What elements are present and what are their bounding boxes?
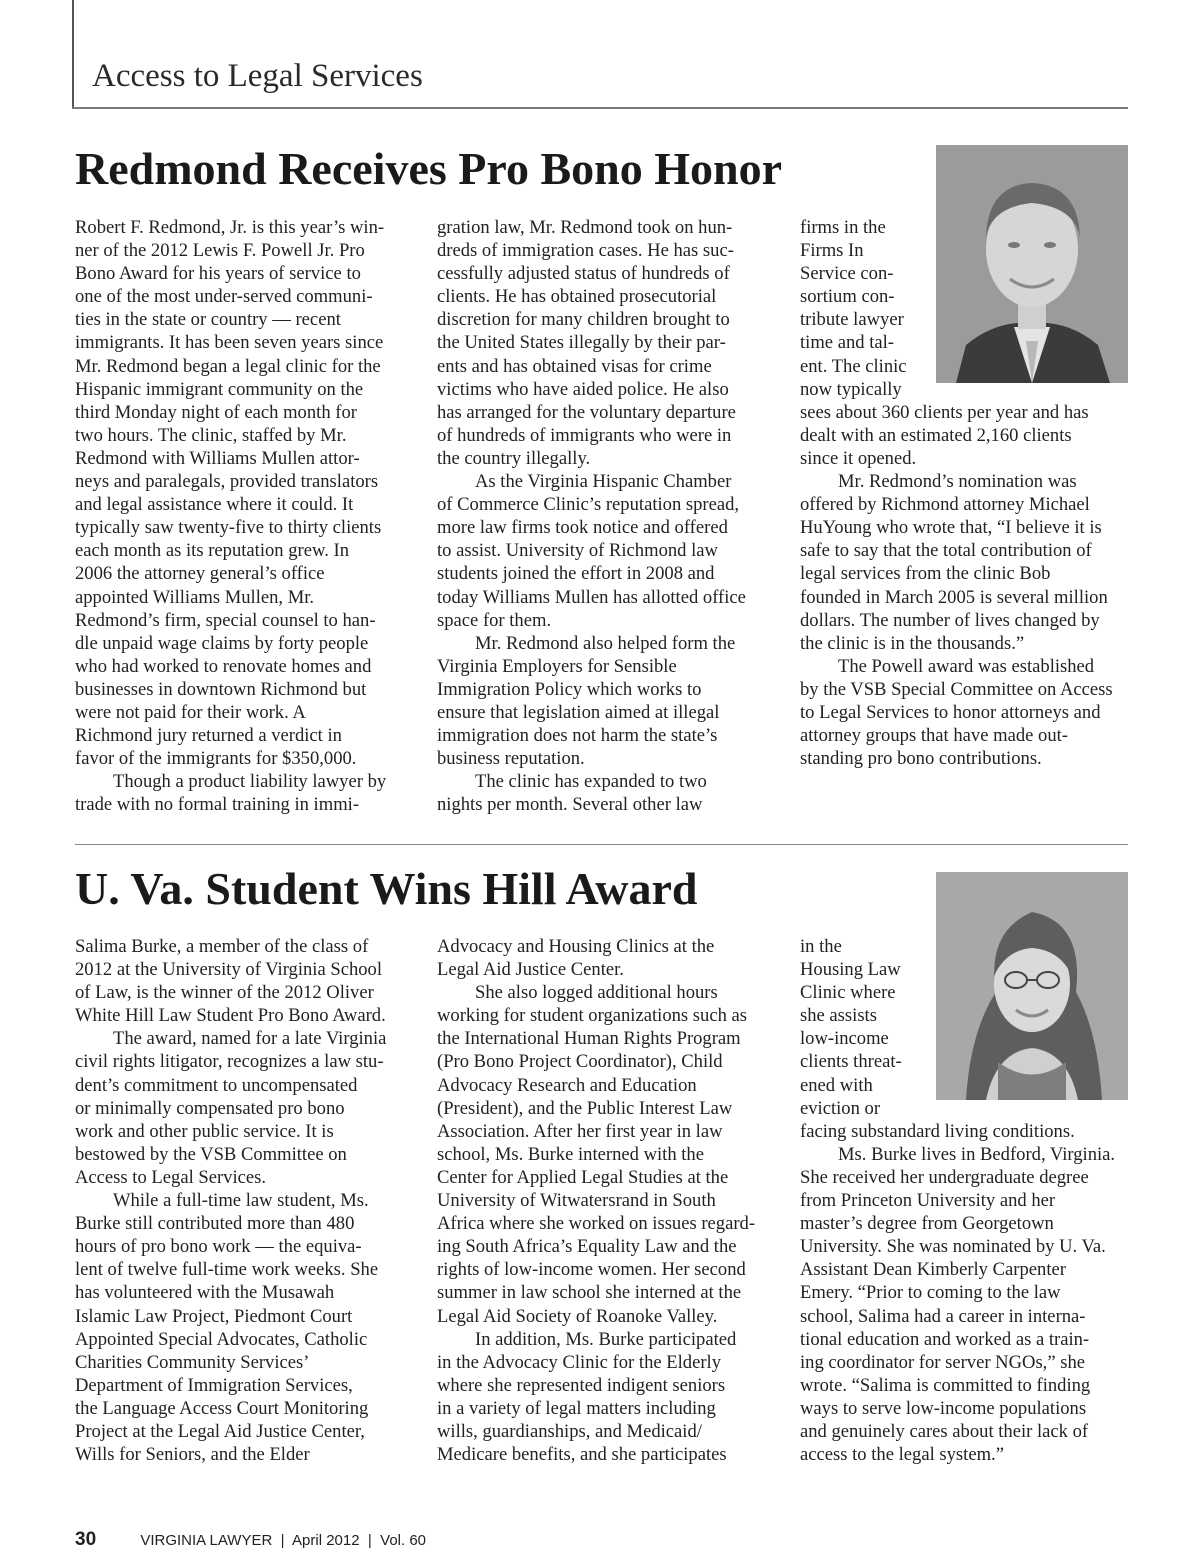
text-line: typically saw twenty-five to thirty clients bbox=[75, 517, 382, 539]
text-line: who had worked to renovate homes and bbox=[75, 655, 372, 677]
text-line: the Language Access Court Monitoring bbox=[75, 1397, 369, 1419]
text-line: Charities Community Services’ bbox=[75, 1351, 310, 1373]
text-line: dreds of immigration cases. He has suc- bbox=[437, 240, 734, 262]
text-line: lent of twelve full-time work weeks. She bbox=[75, 1259, 379, 1281]
text-line: legal services from the clinic Bob bbox=[800, 563, 1051, 585]
text-line: time and tal- bbox=[800, 332, 894, 354]
text-line: to assist. University of Richmond law bbox=[437, 540, 718, 562]
text-line: sees about 360 clients per year and has bbox=[800, 401, 1089, 423]
text-line: The clinic has expanded to two bbox=[475, 771, 707, 793]
text-line: access to the legal system.” bbox=[800, 1444, 1004, 1466]
text-line: were not paid for their work. A bbox=[75, 701, 306, 723]
text-line: Wills for Seniors, and the Elder bbox=[75, 1444, 310, 1466]
text-line: cessfully adjusted status of hundreds of bbox=[437, 263, 730, 285]
text-line: space for them. bbox=[437, 609, 552, 631]
text-line: Clinic where bbox=[800, 982, 896, 1004]
text-line: Mr. Redmond began a legal clinic for the bbox=[75, 355, 381, 377]
text-line: Mr. Redmond also helped form the bbox=[475, 632, 736, 654]
text-line: now typically bbox=[800, 378, 902, 400]
text-line: in the Advocacy Clinic for the Elderly bbox=[437, 1351, 721, 1373]
text-line: immigrants. It has been seven years since bbox=[75, 332, 384, 354]
text-line: ents and has obtained visas for crime bbox=[437, 355, 712, 377]
text-line: Robert F. Redmond, Jr. is this year’s win- bbox=[75, 217, 385, 238]
text-line: 2012 at the University of Virginia School bbox=[75, 959, 383, 981]
text-line: master’s degree from Georgetown bbox=[800, 1213, 1054, 1235]
text-line: ing South Africa’s Equality Law and the bbox=[437, 1236, 737, 1258]
text-line: (President), and the Public Interest Law bbox=[437, 1097, 733, 1119]
text-line: third Monday night of each month for bbox=[75, 401, 357, 423]
text-line: victims who have aided police. He also bbox=[437, 378, 729, 400]
text-line: Ms. Burke lives in Bedford, Virginia. bbox=[838, 1143, 1116, 1165]
text-line: low-income bbox=[800, 1028, 889, 1050]
text-line: and legal assistance where it could. It bbox=[75, 494, 354, 516]
text-line: Burke still contributed more than 480 bbox=[75, 1213, 355, 1235]
text-line: summer in law school she interned at the bbox=[437, 1282, 742, 1304]
text-line: nights per month. Several other law bbox=[437, 794, 703, 816]
page-number: 30 bbox=[75, 1529, 97, 1550]
text-line: In addition, Ms. Burke participated bbox=[475, 1328, 737, 1350]
text-line: wills, guardianships, and Medicaid/ bbox=[437, 1420, 702, 1442]
text-line: dle unpaid wage claims by forty people bbox=[75, 632, 369, 654]
text-line: from Princeton University and her bbox=[800, 1190, 1056, 1212]
text-line: ner of the 2012 Lewis F. Powell Jr. Pro bbox=[75, 240, 365, 262]
text-line: Redmond with Williams Mullen attor- bbox=[75, 447, 360, 469]
text-line: Appointed Special Advocates, Catholic bbox=[75, 1328, 368, 1350]
text-line: appointed Williams Mullen, Mr. bbox=[75, 586, 315, 608]
text-line: and genuinely cares about their lack of bbox=[800, 1420, 1089, 1442]
text-line: standing pro bono contributions. bbox=[800, 748, 1042, 770]
text-line: Center for Applied Legal Studies at the bbox=[437, 1166, 729, 1188]
text-line: Service con- bbox=[800, 263, 894, 285]
text-line: since it opened. bbox=[800, 447, 917, 469]
text-line: Virginia Employers for Sensible bbox=[437, 655, 677, 677]
text-line: the United States illegally by their par- bbox=[437, 332, 726, 354]
article1-column-3 bbox=[800, 216, 1132, 770]
text-line: Firms In bbox=[800, 240, 864, 262]
text-line: to Legal Services to honor attorneys and bbox=[800, 701, 1101, 723]
article2-column-2 bbox=[437, 935, 769, 1466]
text-line: has arranged for the voluntary departure bbox=[437, 401, 736, 423]
text-line: of hundreds of immigrants who were in bbox=[437, 424, 732, 446]
text-line: offered by Richmond attorney Michael bbox=[800, 494, 1090, 516]
text-line: attorney groups that have made out- bbox=[800, 725, 1068, 747]
text-line: businesses in downtown Richmond but bbox=[75, 678, 367, 700]
text-line: While a full-time law student, Ms. bbox=[113, 1190, 369, 1212]
text-line: of Law, is the winner of the 2012 Oliver bbox=[75, 982, 374, 1004]
article2-column-1 bbox=[75, 935, 407, 1466]
text-line: Salima Burke, a member of the class of bbox=[75, 936, 369, 957]
text-line: immigration does not harm the state’s bbox=[437, 725, 718, 747]
text-line: the country illegally. bbox=[437, 447, 591, 469]
text-line: dent’s commitment to uncompensated bbox=[75, 1074, 358, 1096]
text-line: Hispanic immigrant community on the bbox=[75, 378, 364, 400]
text-line: Though a product liability lawyer by bbox=[113, 771, 387, 793]
text-line: Redmond’s firm, special counsel to han- bbox=[75, 609, 376, 631]
text-line: or minimally compensated pro bono bbox=[75, 1097, 345, 1119]
text-line: She also logged additional hours bbox=[475, 982, 718, 1004]
text-line: ing coordinator for server NGOs,” she bbox=[800, 1351, 1086, 1373]
text-line: work and other public service. It is bbox=[75, 1120, 334, 1142]
text-line: University. She was nominated by U. Va. bbox=[800, 1236, 1106, 1258]
text-line: Legal Aid Justice Center. bbox=[437, 959, 624, 981]
text-line: of Commerce Clinic’s reputation spread, bbox=[437, 494, 740, 516]
publication-info: VIRGINIA LAWYER | April 2012 | Vol. 60 bbox=[140, 1532, 427, 1549]
text-line: She received her undergraduate degree bbox=[800, 1166, 1089, 1188]
text-line: gration law, Mr. Redmond took on hun- bbox=[437, 217, 733, 238]
text-line: students joined the effort in 2008 and bbox=[437, 563, 715, 585]
text-line: by the VSB Special Committee on Access bbox=[800, 678, 1113, 700]
text-line: facing substandard living conditions. bbox=[800, 1120, 1075, 1142]
text-line: ent. The clinic bbox=[800, 355, 907, 377]
text-line: Bono Award for his years of service to bbox=[75, 263, 361, 285]
text-line: Access to Legal Services. bbox=[75, 1166, 267, 1188]
text-line: ties in the state or country — recent bbox=[75, 309, 341, 331]
text-line: Project at the Legal Aid Justice Center, bbox=[75, 1420, 365, 1442]
text-line: where she represented indigent seniors bbox=[437, 1374, 726, 1396]
text-line: trade with no formal training in immi- bbox=[75, 794, 360, 816]
text-line: working for student organizations such as bbox=[437, 1005, 748, 1027]
text-line: one of the most under-served communi- bbox=[75, 286, 373, 308]
text-line: (Pro Bono Project Coordinator), Child bbox=[437, 1051, 723, 1073]
text-line: tribute lawyer bbox=[800, 309, 904, 331]
text-line: ways to serve low-income populations bbox=[800, 1397, 1087, 1419]
text-line: ened with bbox=[800, 1074, 873, 1096]
text-line: Department of Immigration Services, bbox=[75, 1374, 353, 1396]
article1-column-2 bbox=[437, 216, 769, 816]
text-line: White Hill Law Student Pro Bono Award. bbox=[75, 1005, 386, 1027]
article2-column-3 bbox=[800, 935, 1132, 1466]
text-line: wrote. “Salima is committed to finding bbox=[800, 1374, 1091, 1396]
text-line: Mr. Redmond’s nomination was bbox=[838, 471, 1077, 493]
text-line: ensure that legislation aimed at illegal bbox=[437, 701, 720, 723]
text-line: in the bbox=[800, 936, 842, 957]
text-line: Islamic Law Project, Piedmont Court bbox=[75, 1305, 353, 1327]
text-line: Richmond jury returned a verdict in bbox=[75, 725, 342, 747]
text-line: bestowed by the VSB Committee on bbox=[75, 1143, 347, 1165]
text-line: today Williams Mullen has allotted office bbox=[437, 586, 746, 608]
text-line: Immigration Policy which works to bbox=[437, 678, 702, 700]
text-line: sortium con- bbox=[800, 286, 895, 308]
text-line: Emery. “Prior to coming to the law bbox=[800, 1282, 1061, 1304]
text-line: Assistant Dean Kimberly Carpenter bbox=[800, 1259, 1066, 1281]
article1-column-1 bbox=[75, 216, 407, 816]
article-divider-rule bbox=[75, 844, 1128, 845]
article1-headline: Redmond Receives Pro Bono Honor bbox=[75, 143, 783, 194]
text-line: The Powell award was established bbox=[838, 655, 1095, 677]
text-line: school, Salima had a career in interna- bbox=[800, 1305, 1086, 1327]
text-line: discretion for many children brought to bbox=[437, 309, 730, 331]
text-line: she assists bbox=[800, 1005, 877, 1027]
text-line: each month as its reputation grew. In bbox=[75, 540, 350, 562]
text-line: rights of low-income women. Her second bbox=[437, 1259, 746, 1281]
text-line: clients threat- bbox=[800, 1051, 902, 1073]
text-line: HuYoung who wrote that, “I believe it is bbox=[800, 517, 1102, 539]
text-line: business reputation. bbox=[437, 748, 585, 770]
text-line: 2006 the attorney general’s office bbox=[75, 563, 325, 585]
text-line: Association. After her first year in law bbox=[437, 1120, 723, 1142]
text-line: Medicare benefits, and she participates bbox=[437, 1444, 727, 1466]
text-line: the International Human Rights Program bbox=[437, 1028, 741, 1050]
text-line: clients. He has obtained prosecutorial bbox=[437, 286, 717, 308]
text-line: two hours. The clinic, staffed by Mr. bbox=[75, 424, 347, 446]
text-line: founded in March 2005 is several million bbox=[800, 586, 1108, 608]
text-line: eviction or bbox=[800, 1097, 881, 1119]
text-line: civil rights litigator, recognizes a law stu- bbox=[75, 1051, 384, 1073]
article2-headline: U. Va. Student Wins Hill Award bbox=[75, 863, 698, 914]
text-line: more law firms took notice and offered bbox=[437, 517, 728, 539]
text-line: hours of pro bono work — the equiva- bbox=[75, 1236, 362, 1258]
text-line: the clinic is in the thousands.” bbox=[800, 632, 1025, 654]
text-line: University of Witwatersrand in South bbox=[437, 1190, 716, 1212]
text-line: tional education and worked as a train- bbox=[800, 1328, 1090, 1350]
page-footer bbox=[75, 1528, 426, 1552]
text-line: As the Virginia Hispanic Chamber bbox=[475, 471, 732, 493]
text-line: Advocacy Research and Education bbox=[437, 1074, 697, 1096]
text-line: Africa where she worked on issues regard- bbox=[437, 1213, 756, 1235]
text-line: has volunteered with the Musawah bbox=[75, 1282, 335, 1304]
text-line: neys and paralegals, provided translators bbox=[75, 471, 379, 493]
section-horizontal-rule bbox=[72, 107, 1128, 109]
text-line: Advocacy and Housing Clinics at the bbox=[437, 936, 715, 957]
text-line: school, Ms. Burke interned with the bbox=[437, 1143, 704, 1165]
text-line: dollars. The number of lives changed by bbox=[800, 609, 1100, 631]
section-label: Access to Legal Services bbox=[92, 58, 423, 94]
text-line: Housing Law bbox=[800, 959, 901, 981]
text-line: in a variety of legal matters including bbox=[437, 1397, 716, 1419]
text-line: safe to say that the total contribution of bbox=[800, 540, 1092, 562]
section-vertical-rule bbox=[72, 0, 74, 109]
text-line: firms in the bbox=[800, 217, 886, 238]
text-line: dealt with an estimated 2,160 clients bbox=[800, 424, 1072, 446]
text-line: Legal Aid Society of Roanoke Valley. bbox=[437, 1305, 718, 1327]
text-line: favor of the immigrants for $350,000. bbox=[75, 748, 357, 770]
text-line: The award, named for a late Virginia bbox=[113, 1028, 387, 1050]
